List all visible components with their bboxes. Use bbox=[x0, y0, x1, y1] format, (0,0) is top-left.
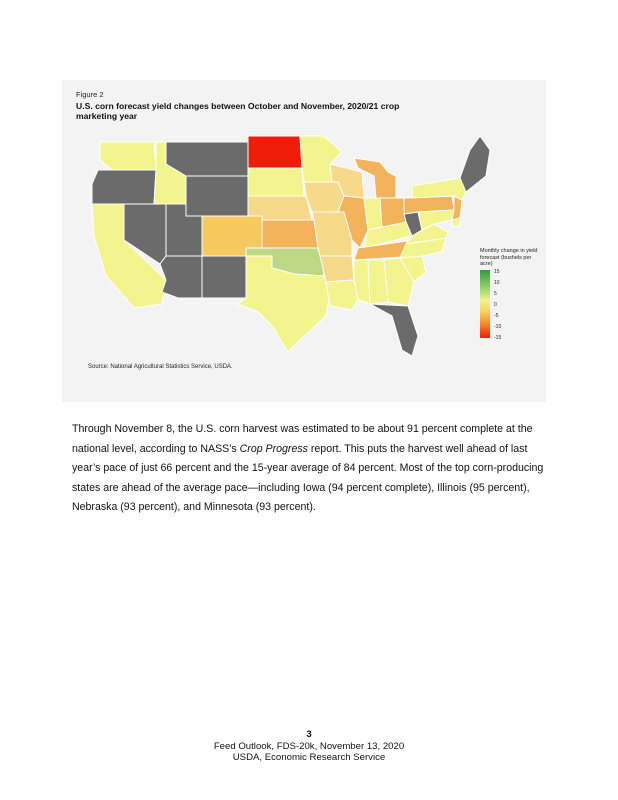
state-kansas bbox=[262, 220, 318, 248]
state-oregon bbox=[92, 170, 156, 204]
legend-tick-neg15: -15 bbox=[494, 334, 502, 341]
state-iowa bbox=[304, 182, 344, 212]
state-new-england bbox=[460, 136, 490, 192]
body-paragraph bbox=[72, 420, 552, 518]
state-louisiana bbox=[326, 280, 358, 310]
figure-label: Figure 2 bbox=[76, 90, 104, 99]
state-montana bbox=[166, 142, 248, 176]
page-footer bbox=[0, 729, 618, 764]
state-washington bbox=[100, 142, 156, 170]
state-nebraska bbox=[248, 196, 312, 220]
state-new-mexico bbox=[202, 256, 246, 298]
figure-source: Source: National Agricultural Statistics Service, USDA. bbox=[88, 364, 233, 370]
legend-tick-0: 0 bbox=[494, 301, 497, 308]
state-north-dakota bbox=[248, 136, 302, 168]
legend-tick-neg10: -10 bbox=[494, 323, 502, 330]
crop-progress-title: Crop Progress bbox=[239, 442, 308, 455]
figure-container bbox=[62, 80, 546, 402]
paragraph-text-start: Through November 8, the U.S. corn harvest was estimated to be about 91 percent complete at the national level, according to NASS’s bbox=[72, 423, 533, 455]
state-wyoming bbox=[186, 176, 248, 216]
state-new-york bbox=[412, 178, 466, 200]
page-number: 3 bbox=[306, 729, 312, 740]
legend-color-scale bbox=[480, 270, 490, 338]
state-delaware bbox=[452, 218, 460, 226]
legend-tick-5: 5 bbox=[494, 290, 497, 297]
legend-tick-10: 10 bbox=[494, 279, 500, 286]
map-legend bbox=[480, 248, 544, 370]
legend-tick-15: 15 bbox=[494, 268, 500, 275]
figure-title: U.S. corn forecast yield changes between October and November, 2020/21 crop marketing year bbox=[76, 101, 400, 121]
footer-agency: USDA, Economic Research Service bbox=[232, 752, 386, 763]
paragraph-text-end: report. This puts the harvest well ahead of last year’s pace of just 66 percent and the 15-year average of 84 percent. Most of the top corn-producing states are ahead of the average pace—including Iowa (94 percent complete), Illinois (95 percent), Nebraska (93 percent), and Minnesota (93 percent). bbox=[72, 442, 544, 513]
footer-publication: Feed Outlook, FDS-20k, November 13, 2020 bbox=[213, 740, 405, 752]
state-arkansas bbox=[320, 256, 354, 282]
legend-tick-neg5: -5 bbox=[494, 312, 499, 319]
state-arizona bbox=[160, 256, 202, 298]
legend-title: Monthly change in yield forecast (bushels per acre) bbox=[480, 248, 538, 267]
state-south-dakota bbox=[248, 168, 304, 196]
state-florida bbox=[370, 304, 418, 356]
us-yield-change-map bbox=[62, 80, 546, 402]
